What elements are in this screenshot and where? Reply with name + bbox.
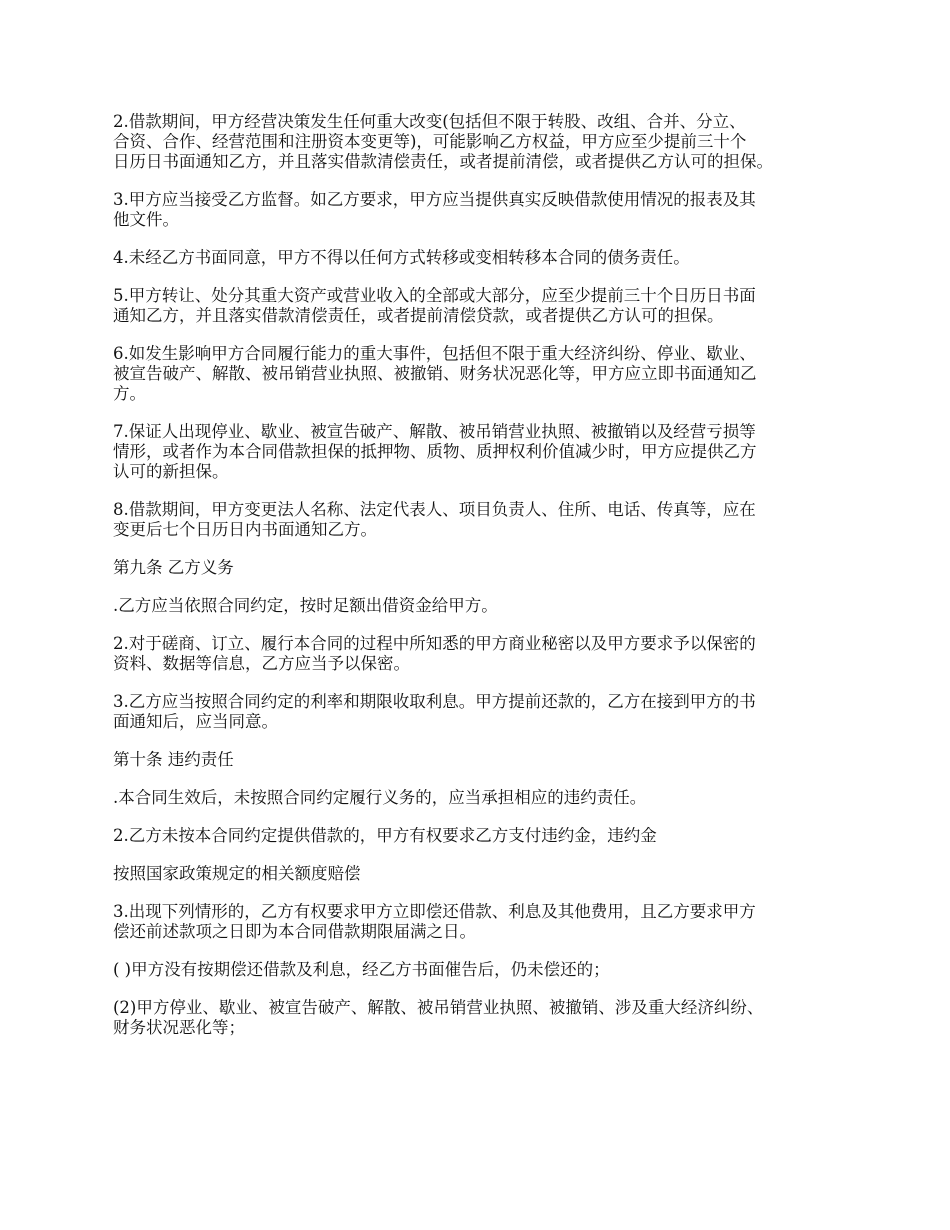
clause-8-5: 5.甲方转让、处分其重大资产或营业收入的全部或大部分，应至少提前三十个日历日书面 通知乙方，并且落实借款清偿责任，或者提前清偿贷款，或者提供乙方认可的担保。 (113, 286, 756, 325)
clause-8-7: 7.保证人出现停业、歇业、被宣告破产、解散、被吊销营业执照、被撤销以及经营亏损等 情形，或者作为本合同借款担保的抵押物、质物、质押权利价值减少时，甲方应提供乙方 认可的新担保。 (113, 422, 757, 481)
clause-10-3: 3.出现下列情形的，乙方有权要求甲方立即偿还借款、利息及其他费用，且乙方要求甲方 偿还前述款项之日即为本合同借款期限届满之日。 (113, 902, 756, 941)
clause-10-3-item-1: ( )甲方没有按期偿还借款及利息，经乙方书面催告后，仍未偿还的； (113, 960, 610, 979)
clause-8-3: 3.甲方应当接受乙方监督。如乙方要求，甲方应当提供真实反映借款使用情况的报表及其 他文件。 (113, 190, 756, 229)
clause-10-2: 2.乙方未按本合同约定提供借款的，甲方有权要求乙方支付违约金，违约金 (113, 826, 657, 845)
clause-8-2: 2.借款期间，甲方经营决策发生任何重大改变(包括但不限于转股、改组、合并、分立、 合资、合作、经营范围和注册资本变更等)，可能影响乙方权益，甲方应至少提前三十个 日历日书面通知乙方，并且落实借款清偿责任，或者提前清偿，或者提供乙方认可的担保。 (113, 112, 773, 171)
clause-9-1: .乙方应当依照合同约定，按时足额出借资金给甲方。 (113, 596, 498, 615)
clause-9-3: 3.乙方应当按照合同约定的利率和期限收取利息。甲方提前还款的，乙方在接到甲方的书 面通知后，应当同意。 (113, 692, 756, 731)
clause-8-4: 4.未经乙方书面同意，甲方不得以任何方式转移或变相转移本合同的债务责任。 (113, 248, 690, 267)
clause-10-3-item-2: (2)甲方停业、歇业、被宣告破产、解散、被吊销营业执照、被撤销、涉及重大经济纠纷、 财务状况恶化等； (113, 998, 764, 1037)
clause-9-2: 2.对于磋商、订立、履行本合同的过程中所知悉的甲方商业秘密以及甲方要求予以保密的 资料、数据等信息，乙方应当予以保密。 (113, 634, 756, 673)
document-body (113, 112, 858, 1056)
article-10-heading: 第十条 违约责任 (113, 750, 234, 769)
clause-10-1: .本合同生效后，未按照合同约定履行义务的，应当承担相应的违约责任。 (113, 788, 647, 807)
clause-8-6: 6.如发生影响甲方合同履行能力的重大事件，包括但不限于重大经济纠纷、停业、歇业、 被宣告破产、解散、被吊销营业执照、被撤销、财务状况恶化等，甲方应立即书面通知乙 方。 (113, 344, 757, 403)
clause-10-2-continued: 按照国家政策规定的相关额度赔偿 (113, 864, 361, 883)
clause-8-8: 8.借款期间，甲方变更法人名称、法定代表人、项目负责人、住所、电话、传真等，应在 变更后七个日历日内书面通知乙方。 (113, 500, 756, 539)
article-9-heading: 第九条 乙方义务 (113, 558, 234, 577)
